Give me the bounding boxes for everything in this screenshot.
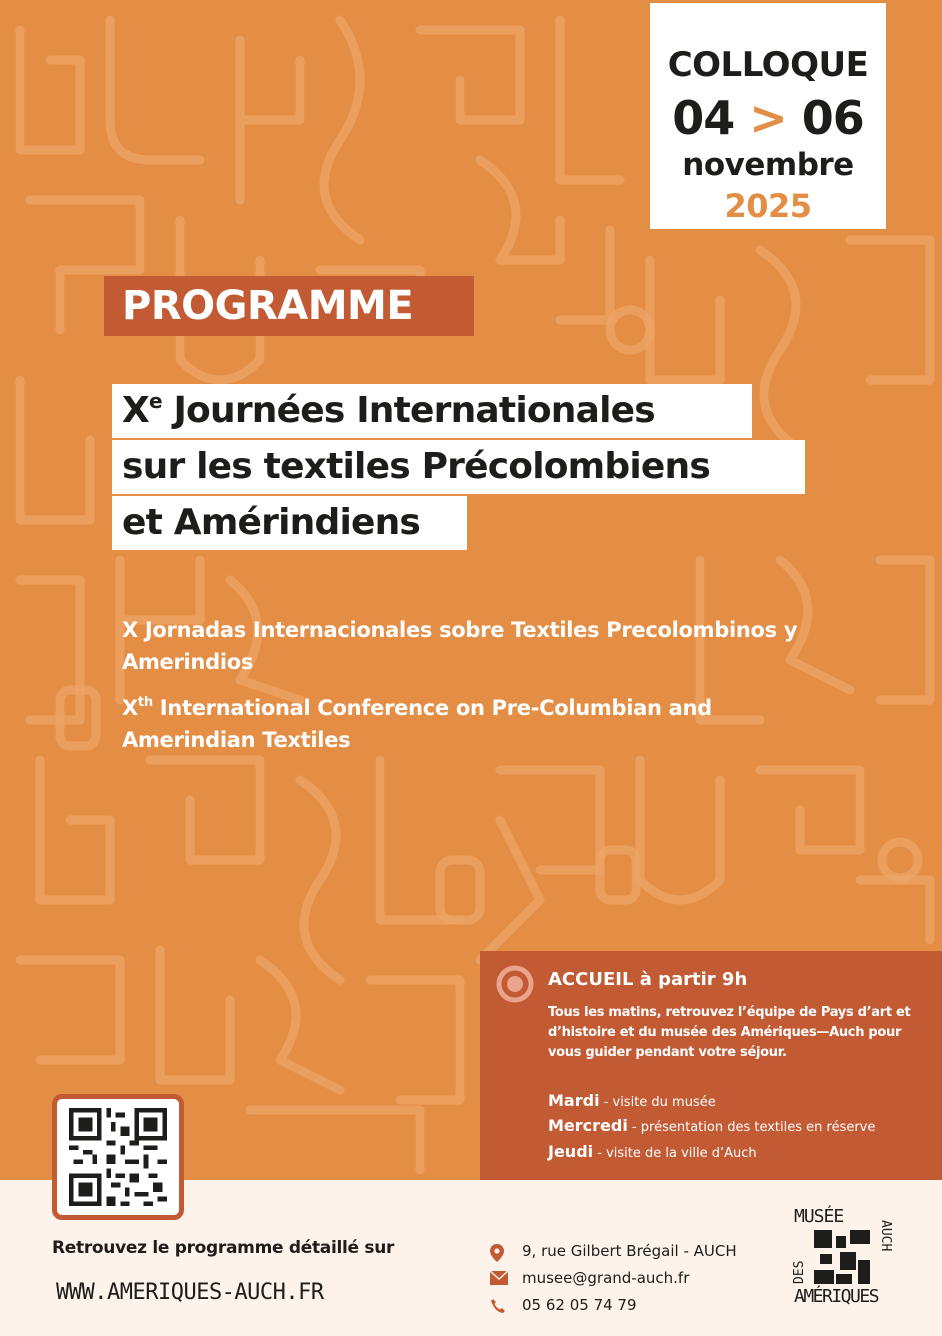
logo-auch: AUCH [878, 1220, 893, 1252]
title-line-1 [112, 384, 752, 438]
accueil-heading: ACCUEIL à partir 9h [548, 969, 748, 990]
event-date-box [650, 3, 886, 229]
accueil-description: Tous les matins, retrouvez l’équipe de Pays d’art et d’histoire et du musée des Amériques—Auch pour vous guider pendant votre séjour. [548, 1005, 911, 1060]
address-text: 9, rue Gilbert Brégail - AUCH [522, 1242, 737, 1260]
day-name: Mercredi [548, 1116, 628, 1135]
colloque-label: COLLOQUE [667, 45, 869, 85]
day-name: Jeudi [548, 1142, 594, 1161]
logo-des: DES [792, 1260, 807, 1284]
qr-code[interactable] [52, 1094, 184, 1220]
envelope-icon [490, 1271, 508, 1285]
english-subtitle [122, 692, 842, 756]
programme-banner: PROGRAMME [104, 276, 474, 336]
website-link[interactable]: WWW.AMERIQUES-AUCH.FR [56, 1280, 324, 1305]
english-ordinal: th [137, 695, 153, 710]
musee-des-ameriques-logo [790, 1206, 900, 1314]
email-text[interactable]: musee@grand-auch.fr [522, 1269, 690, 1287]
start-day: 04 [672, 91, 735, 145]
event-dates [650, 91, 886, 145]
day-activity: - visite de la ville d’Auch [593, 1146, 757, 1161]
location-pin-icon [490, 1244, 504, 1262]
english-numeral: X [122, 696, 138, 720]
event-month: novembre [682, 147, 854, 183]
title-line-2: sur les textiles Précolombiens [112, 440, 805, 494]
date-arrow: > [749, 91, 787, 145]
event-year: 2025 [724, 187, 812, 225]
english-subtitle-text: International Conference on Pre-Columbian and Amerindian Textiles [122, 696, 712, 752]
end-day: 06 [801, 91, 864, 145]
schedule-thursday [548, 1142, 757, 1161]
day-name: Mardi [548, 1091, 600, 1110]
title-roman-numeral: X [122, 390, 149, 431]
qr-code-image [69, 1108, 167, 1206]
spanish-subtitle: X Jornadas Internacionales sobre Textiles Precolombinos y Amerindios [122, 618, 798, 674]
accueil-box [480, 951, 942, 1180]
schedule-tuesday [548, 1091, 716, 1110]
ring-icon [496, 965, 534, 1003]
title-ordinal: e [148, 389, 162, 413]
title-line-3: et Amérindiens [112, 496, 467, 550]
schedule-wednesday [548, 1116, 875, 1135]
day-activity: - présentation des textiles en réserve [627, 1120, 876, 1135]
day-activity: - visite du musée [599, 1095, 716, 1110]
logo-ameriques: AMÉRIQUES [794, 1286, 879, 1307]
phone-text[interactable]: 05 62 05 74 79 [522, 1296, 637, 1314]
logo-musee: MUSÉE [794, 1206, 844, 1227]
title-line-1-text: Journées Internationales [161, 390, 655, 431]
programme-link-label: Retrouvez le programme détaillé sur [52, 1238, 395, 1258]
logo-mark-icon [814, 1230, 874, 1286]
phone-icon [490, 1298, 506, 1314]
